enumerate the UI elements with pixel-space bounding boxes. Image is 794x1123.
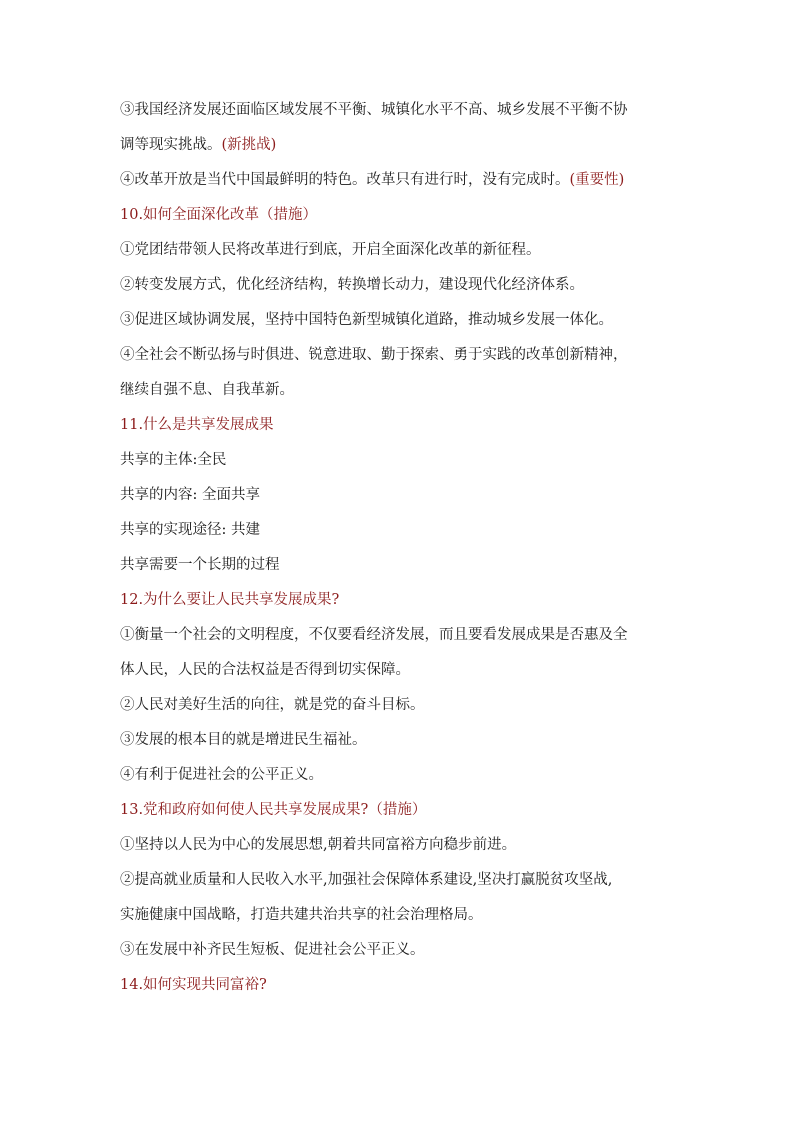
section-heading: 13.党和政府如何使人民共享发展成果?（措施） bbox=[120, 802, 427, 818]
text-line: ④全社会不断弘扬与时俱进、锐意进取、勤于探索、勇于实践的改革创新精神， bbox=[120, 347, 628, 363]
text-line: ②提高就业质量和人民收入水平,加强社会保障体系建设,坚决打赢脱贫攻坚战, bbox=[120, 872, 613, 888]
text-line: ③发展的根本目的就是增进民生福祉。 bbox=[120, 732, 367, 748]
text-line: 共享的主体:全民 bbox=[120, 452, 227, 468]
text-line: 实施健康中国战略，打造共建共治共享的社会治理格局。 bbox=[120, 907, 483, 923]
text-line: ②转变发展方式，优化经济结构，转换增长动力，建设现代化经济体系。 bbox=[120, 277, 584, 293]
section-heading: 14.如何实现共同富裕? bbox=[120, 977, 267, 993]
section-heading: 10.如何全面深化改革（措施） bbox=[120, 207, 318, 223]
text-line: 体人民，人民的合法权益是否得到切实保障。 bbox=[120, 662, 410, 678]
section-heading: 12.为什么要让人民共享发展成果? bbox=[120, 592, 340, 608]
text-line: 共享的实现途径: 共建 bbox=[120, 522, 260, 538]
text-line: ①衡量一个社会的文明程度，不仅要看经济发展，而且要看发展成果是否惠及全 bbox=[120, 627, 628, 643]
text-line: 共享的内容: 全面共享 bbox=[120, 487, 260, 503]
text-line: ③促进区域协调发展，坚持中国特色新型城镇化道路，推动城乡发展一体化。 bbox=[120, 312, 613, 328]
text-line: ③在发展中补齐民生短板、促进社会公平正义。 bbox=[120, 942, 425, 958]
text-line: ②人民对美好生活的向往，就是党的奋斗目标。 bbox=[120, 697, 425, 713]
annotation-note: (新挑战) bbox=[221, 137, 277, 153]
text-line: ①党团结带领人民将改革进行到底，开启全面深化改革的新征程。 bbox=[120, 242, 541, 258]
text-line: 共享需要一个长期的过程 bbox=[120, 557, 280, 573]
text-line: 继续自强不息、自我革新。 bbox=[120, 382, 294, 398]
text-line: ④改革开放是当代中国最鲜明的特色。改革只有进行时，没有完成时。(重要性) bbox=[120, 172, 625, 188]
section-heading: 11.什么是共享发展成果 bbox=[120, 417, 274, 433]
text-line: ①坚持以人民为中心的发展思想,朝着共同富裕方向稳步前进。 bbox=[120, 837, 517, 853]
document-body bbox=[120, 93, 690, 1003]
annotation-note: (重要性) bbox=[569, 172, 625, 188]
text-line: ④有利于促进社会的公平正义。 bbox=[120, 767, 323, 783]
text-line: 调等现实挑战。(新挑战) bbox=[120, 137, 277, 153]
text-line: ③我国经济发展还面临区域发展不平衡、城镇化水平不高、城乡发展不平衡不协 bbox=[120, 102, 628, 118]
